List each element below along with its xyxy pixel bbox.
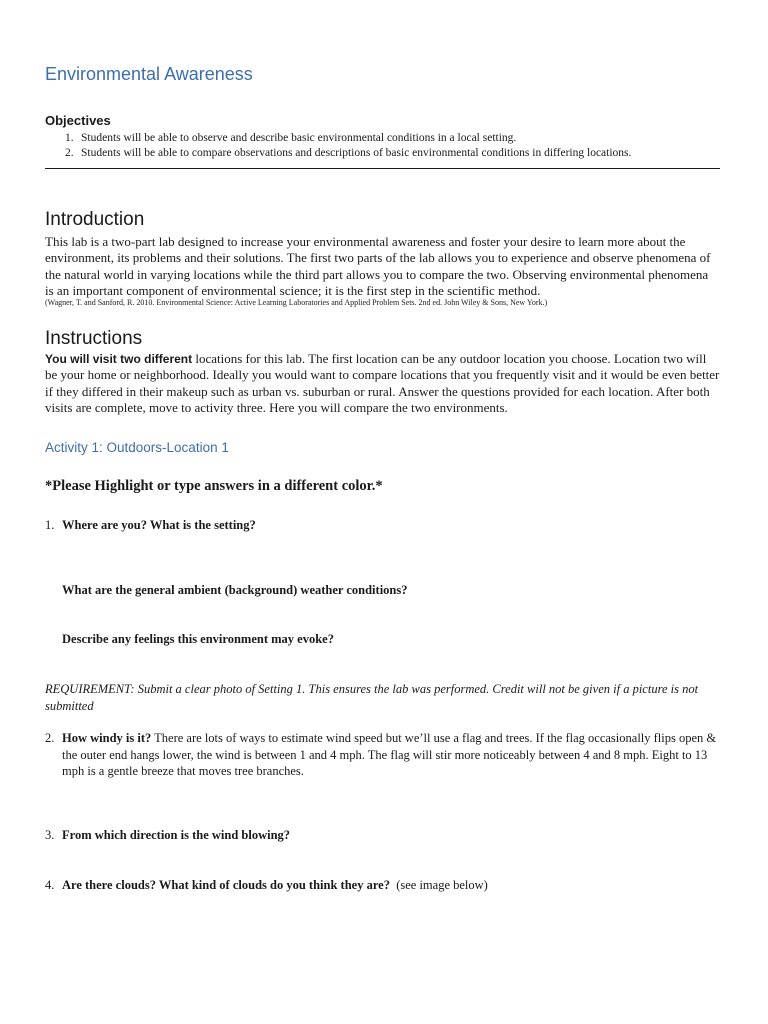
objective-number: 2.	[65, 147, 74, 159]
objectives-heading: Objectives	[45, 113, 111, 128]
instructions-text	[45, 351, 720, 416]
question-number: 1.	[45, 518, 55, 532]
question-text: There are lots of ways to estimate wind speed but we’ll use a flag and trees. If the flag occasionally flips open & the outer end hangs lower, the wind is between 1 and 4 mph. The flag will stir more noticeably between 4 and 8 mph. Eight to 13 mph is a gentle breeze that moves tree branches.	[62, 731, 717, 778]
introduction-heading: Introduction	[45, 209, 145, 230]
instructions-lead: You will visit two different	[45, 352, 193, 366]
objective-item	[65, 146, 725, 161]
question-2	[45, 730, 720, 780]
introduction-text: This lab is a two-part lab designed to increase your environmental awareness and foster your desire to learn more about the environment, its problems and their solutions. The first two parts of the lab allows you to experience and observe phenomena of the natural world in varying locations while the third part allows you to compare the two. Observing environmental phenomena is an important component of environmental science; it is the first step in the scientific method.	[45, 234, 711, 298]
objective-text: Students will be able to observe and describe basic environmental conditions in a local setting.	[81, 132, 517, 144]
question-text: Are there clouds? What kind of clouds do you think they are?	[62, 878, 390, 892]
question-number: 2.	[45, 731, 55, 745]
objective-text: Students will be able to compare observations and descriptions of basic environmental conditions in differing locations.	[81, 147, 632, 159]
requirement-note: REQUIREMENT: Submit a clear photo of Setting 1. This ensures the lab was performed. Credit will not be given if a picture is not submitted	[45, 682, 699, 713]
objective-item	[65, 131, 725, 146]
question-lead: How windy is it?	[62, 731, 152, 745]
question-text: Where are you? What is the setting?	[62, 518, 256, 532]
question-number: 3.	[45, 828, 55, 842]
question-3	[45, 828, 290, 843]
question-text: From which direction is the wind blowing?	[62, 828, 291, 842]
question-1-weather: What are the general ambient (background) weather conditions?	[62, 583, 408, 597]
highlight-note: *Please Highlight or type answers in a different color.*	[45, 478, 383, 494]
section-divider	[45, 168, 720, 169]
activity-heading: Activity 1: Outdoors-Location 1	[45, 440, 229, 455]
instructions-heading: Instructions	[45, 328, 143, 349]
citation: (Wagner, T. and Sanford, R. 2010. Environmental Science: Active Learning Laboratories and Applied Problem Sets. 2nd ed. John Wiley & Sons, New York.)	[45, 298, 548, 307]
question-1-feelings: Describe any feelings this environment may evoke?	[62, 632, 334, 646]
instructions-body: locations for this lab. The first location can be any outdoor location you choose. Location two will be your home or neighborhood. Ideally you would want to compare locations that you frequently visit and it would be even better if they differed in their makeup such as urban vs. suburban or rural. Answer the questions provided for each location. After both visits are complete, move to activity three. Here you will compare the two environments.	[45, 351, 720, 415]
question-note: (see image below)	[396, 878, 488, 892]
question-4	[45, 878, 488, 893]
objective-number: 1.	[65, 132, 74, 144]
question-number: 4.	[45, 878, 55, 892]
question-1	[45, 518, 256, 533]
objectives-list	[65, 131, 725, 161]
document-title: Environmental Awareness	[45, 64, 253, 84]
